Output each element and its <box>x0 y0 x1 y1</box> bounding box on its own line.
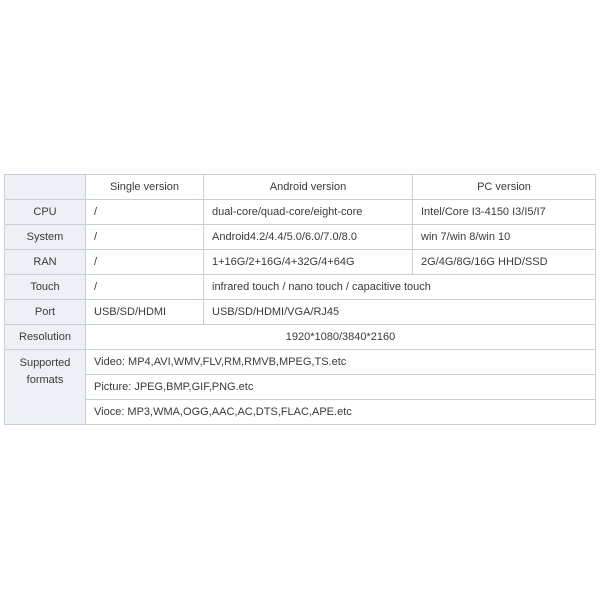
table-row-resolution <box>5 325 596 350</box>
cell-system-pc: win 7/win 8/win 10 <box>413 225 596 250</box>
row-label-cpu: CPU <box>5 200 86 225</box>
table-row-cpu <box>5 200 596 225</box>
cell-cpu-android: dual-core/quad-core/eight-core <box>204 200 413 225</box>
cell-ran-pc: 2G/4G/8G/16G HHD/SSD <box>413 250 596 275</box>
table-row-formats-voice <box>5 400 596 425</box>
table-row-port <box>5 300 596 325</box>
header-pc-version: PC version <box>413 175 596 200</box>
table-row-system <box>5 225 596 250</box>
spec-table <box>4 174 596 425</box>
table-row-formats-video <box>5 350 596 375</box>
table-row-formats-picture <box>5 375 596 400</box>
supported-formats-line1: Supported <box>19 357 71 369</box>
cell-touch-single: / <box>86 275 204 300</box>
cell-formats-picture: Picture: JPEG,BMP,GIF,PNG.etc <box>86 375 596 400</box>
header-row <box>5 175 596 200</box>
cell-cpu-single: / <box>86 200 204 225</box>
cell-formats-voice: Vioce: MP3,WMA,OGG,AAC,AC,DTS,FLAC,APE.etc <box>86 400 596 425</box>
header-single-version: Single version <box>86 175 204 200</box>
cell-port-android-pc: USB/SD/HDMI/VGA/RJ45 <box>204 300 596 325</box>
header-android-version: Android version <box>204 175 413 200</box>
cell-touch-android-pc: infrared touch / nano touch / capacitive touch <box>204 275 596 300</box>
cell-formats-video: Video: MP4,AVI,WMV,FLV,RM,RMVB,MPEG,TS.etc <box>86 350 596 375</box>
cell-resolution-all: 1920*1080/3840*2160 <box>86 325 596 350</box>
cell-port-single: USB/SD/HDMI <box>86 300 204 325</box>
cell-cpu-pc: Intel/Core I3-4150 I3/I5/I7 <box>413 200 596 225</box>
supported-formats-line2: formats <box>26 374 64 386</box>
row-label-touch: Touch <box>5 275 86 300</box>
cell-ran-android: 1+16G/2+16G/4+32G/4+64G <box>204 250 413 275</box>
cell-system-single: / <box>86 225 204 250</box>
row-label-port: Port <box>5 300 86 325</box>
table-row-ran <box>5 250 596 275</box>
row-label-supported-formats <box>5 350 86 425</box>
cell-ran-single: / <box>86 250 204 275</box>
row-label-ran: RAN <box>5 250 86 275</box>
row-label-system: System <box>5 225 86 250</box>
table-row-touch <box>5 275 596 300</box>
header-corner-cell <box>5 175 86 200</box>
row-label-resolution: Resolution <box>5 325 86 350</box>
cell-system-android: Android4.2/4.4/5.0/6.0/7.0/8.0 <box>204 225 413 250</box>
